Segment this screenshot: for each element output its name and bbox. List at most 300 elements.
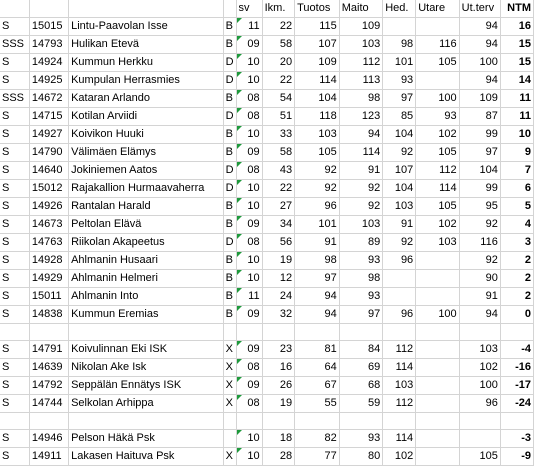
row-year-cell[interactable]: 10 [236, 430, 262, 448]
row-hed-cell[interactable]: 102 [383, 448, 416, 466]
row-hed-cell[interactable]: 101 [383, 54, 416, 72]
row-utare-cell[interactable] [416, 324, 459, 341]
row-maito-cell[interactable]: 69 [339, 359, 382, 377]
row-hed-cell[interactable]: 92 [383, 144, 416, 162]
row-type-cell[interactable]: X [223, 359, 236, 377]
row-type-cell[interactable] [223, 324, 236, 341]
row-hed-cell[interactable]: 112 [383, 395, 416, 413]
row-utterv-cell[interactable]: 105 [459, 448, 500, 466]
row-tuotos-cell[interactable]: 96 [295, 198, 340, 216]
row-status-cell[interactable]: S [0, 270, 29, 288]
row-utterv-cell[interactable]: 91 [459, 288, 500, 306]
row-utterv-cell[interactable]: 103 [459, 341, 500, 359]
row-utterv-cell[interactable]: 87 [459, 108, 500, 126]
row-hed-cell[interactable] [383, 413, 416, 430]
row-ikm-cell[interactable]: 19 [262, 252, 295, 270]
row-ntm-cell[interactable]: -16 [500, 359, 533, 377]
row-tuotos-cell[interactable]: 94 [295, 288, 340, 306]
row-maito-cell[interactable]: 93 [339, 430, 382, 448]
row-ikm-cell[interactable]: 58 [262, 144, 295, 162]
row-utterv-cell[interactable]: 100 [459, 54, 500, 72]
row-ikm-cell[interactable]: 16 [262, 359, 295, 377]
row-year-cell[interactable]: 10 [236, 54, 262, 72]
header-utterv-cell[interactable]: Ut.terv [459, 0, 500, 18]
header-tuotos-cell[interactable]: Tuotos [295, 0, 340, 18]
row-utare-cell[interactable] [416, 377, 459, 395]
row-year-cell[interactable]: 10 [236, 198, 262, 216]
row-tuotos-cell[interactable]: 55 [295, 395, 340, 413]
row-utterv-cell[interactable]: 94 [459, 36, 500, 54]
row-utare-cell[interactable]: 105 [416, 54, 459, 72]
row-type-cell[interactable]: B [223, 144, 236, 162]
row-tuotos-cell[interactable]: 103 [295, 126, 340, 144]
row-maito-cell[interactable]: 84 [339, 341, 382, 359]
row-ntm-cell[interactable]: 2 [500, 252, 533, 270]
row-tuotos-cell[interactable]: 104 [295, 90, 340, 108]
row-maito-cell[interactable]: 93 [339, 288, 382, 306]
row-status-cell[interactable]: S [0, 395, 29, 413]
row-ikm-cell[interactable]: 32 [262, 306, 295, 324]
row-type-cell[interactable]: B [223, 216, 236, 234]
row-type-cell[interactable]: B [223, 18, 236, 36]
row-status-cell[interactable]: S [0, 72, 29, 90]
row-id-cell[interactable]: 14673 [29, 216, 68, 234]
row-tuotos-cell[interactable]: 115 [295, 18, 340, 36]
row-maito-cell[interactable]: 93 [339, 252, 382, 270]
row-hed-cell[interactable]: 114 [383, 359, 416, 377]
row-maito-cell[interactable]: 113 [339, 72, 382, 90]
row-status-cell[interactable]: S [0, 180, 29, 198]
row-utare-cell[interactable]: 116 [416, 36, 459, 54]
row-maito-cell[interactable]: 103 [339, 36, 382, 54]
row-id-cell[interactable]: 14763 [29, 234, 68, 252]
row-hed-cell[interactable]: 98 [383, 36, 416, 54]
row-tuotos-cell[interactable]: 98 [295, 252, 340, 270]
row-ntm-cell[interactable]: 10 [500, 126, 533, 144]
row-maito-cell[interactable]: 123 [339, 108, 382, 126]
row-utterv-cell[interactable]: 99 [459, 126, 500, 144]
row-year-cell[interactable]: 11 [236, 288, 262, 306]
row-ikm-cell[interactable]: 43 [262, 162, 295, 180]
row-name-cell[interactable]: Rantalan Harald [69, 198, 223, 216]
row-maito-cell[interactable]: 92 [339, 198, 382, 216]
row-ntm-cell[interactable]: 4 [500, 216, 533, 234]
row-maito-cell[interactable]: 80 [339, 448, 382, 466]
row-utterv-cell[interactable]: 94 [459, 72, 500, 90]
row-ntm-cell[interactable]: 11 [500, 90, 533, 108]
row-ntm-cell[interactable]: 16 [500, 18, 533, 36]
header-utare-cell[interactable]: Utare [416, 0, 459, 18]
row-type-cell[interactable]: B [223, 252, 236, 270]
row-hed-cell[interactable]: 96 [383, 252, 416, 270]
row-hed-cell[interactable] [383, 18, 416, 36]
row-ikm-cell[interactable] [262, 413, 295, 430]
row-id-cell[interactable]: 14926 [29, 198, 68, 216]
row-maito-cell[interactable]: 98 [339, 270, 382, 288]
row-hed-cell[interactable]: 97 [383, 90, 416, 108]
row-id-cell[interactable]: 14639 [29, 359, 68, 377]
row-id-cell[interactable]: 14838 [29, 306, 68, 324]
row-utare-cell[interactable]: 93 [416, 108, 459, 126]
row-ntm-cell[interactable]: 0 [500, 306, 533, 324]
row-name-cell[interactable]: Kumpulan Herrasmies [69, 72, 223, 90]
row-ikm-cell[interactable]: 19 [262, 395, 295, 413]
row-name-cell[interactable]: Koivikon Huuki [69, 126, 223, 144]
row-maito-cell[interactable]: 98 [339, 90, 382, 108]
row-tuotos-cell[interactable]: 91 [295, 234, 340, 252]
row-id-cell[interactable]: 14790 [29, 144, 68, 162]
row-year-cell[interactable]: 08 [236, 234, 262, 252]
row-status-cell[interactable]: S [0, 18, 29, 36]
header-id-cell[interactable] [29, 0, 68, 18]
row-ikm-cell[interactable]: 33 [262, 126, 295, 144]
row-year-cell[interactable]: 10 [236, 270, 262, 288]
row-maito-cell[interactable]: 112 [339, 54, 382, 72]
row-type-cell[interactable]: D [223, 54, 236, 72]
row-utare-cell[interactable] [416, 252, 459, 270]
row-id-cell[interactable]: 14793 [29, 36, 68, 54]
row-utterv-cell[interactable]: 116 [459, 234, 500, 252]
row-ikm-cell[interactable]: 54 [262, 90, 295, 108]
row-utterv-cell[interactable]: 109 [459, 90, 500, 108]
row-hed-cell[interactable]: 107 [383, 162, 416, 180]
row-year-cell[interactable]: 09 [236, 341, 262, 359]
row-id-cell[interactable]: 14925 [29, 72, 68, 90]
row-status-cell[interactable]: S [0, 234, 29, 252]
row-name-cell[interactable]: Koivulinnan Eki ISK [69, 341, 223, 359]
row-name-cell[interactable]: Välimäen Elämys [69, 144, 223, 162]
row-year-cell[interactable]: 09 [236, 306, 262, 324]
row-type-cell[interactable] [223, 413, 236, 430]
row-utare-cell[interactable]: 105 [416, 198, 459, 216]
row-utare-cell[interactable] [416, 270, 459, 288]
row-status-cell[interactable]: S [0, 144, 29, 162]
row-utterv-cell[interactable]: 92 [459, 252, 500, 270]
row-name-cell[interactable]: Kataran Arlando [69, 90, 223, 108]
row-utare-cell[interactable]: 114 [416, 180, 459, 198]
row-ntm-cell[interactable]: 14 [500, 72, 533, 90]
row-type-cell[interactable]: D [223, 108, 236, 126]
row-id-cell[interactable]: 14927 [29, 126, 68, 144]
row-type-cell[interactable]: B [223, 306, 236, 324]
row-tuotos-cell[interactable]: 92 [295, 180, 340, 198]
row-maito-cell[interactable]: 94 [339, 126, 382, 144]
row-year-cell[interactable]: 11 [236, 18, 262, 36]
row-year-cell[interactable]: 08 [236, 395, 262, 413]
row-ntm-cell[interactable]: -4 [500, 341, 533, 359]
row-maito-cell[interactable]: 114 [339, 144, 382, 162]
row-hed-cell[interactable] [383, 324, 416, 341]
row-year-cell[interactable]: 10 [236, 126, 262, 144]
header-year-cell[interactable]: sv [236, 0, 262, 18]
row-utterv-cell[interactable] [459, 430, 500, 448]
row-utare-cell[interactable]: 100 [416, 90, 459, 108]
row-ntm-cell[interactable]: 15 [500, 54, 533, 72]
header-status-cell[interactable] [0, 0, 29, 18]
row-id-cell[interactable]: 14946 [29, 430, 68, 448]
row-tuotos-cell[interactable]: 92 [295, 162, 340, 180]
row-tuotos-cell[interactable]: 81 [295, 341, 340, 359]
row-id-cell[interactable]: 14672 [29, 90, 68, 108]
row-utare-cell[interactable] [416, 430, 459, 448]
header-name-cell[interactable] [69, 0, 223, 18]
row-status-cell[interactable]: S [0, 54, 29, 72]
row-type-cell[interactable]: X [223, 448, 236, 466]
row-status-cell[interactable]: S [0, 377, 29, 395]
row-status-cell[interactable]: S [0, 448, 29, 466]
row-ikm-cell[interactable] [262, 324, 295, 341]
row-utare-cell[interactable] [416, 359, 459, 377]
row-ikm-cell[interactable]: 28 [262, 448, 295, 466]
row-utare-cell[interactable] [416, 448, 459, 466]
row-utare-cell[interactable] [416, 341, 459, 359]
row-id-cell[interactable]: 15012 [29, 180, 68, 198]
row-maito-cell[interactable]: 89 [339, 234, 382, 252]
row-maito-cell[interactable] [339, 324, 382, 341]
row-name-cell[interactable]: Lakasen Haituva Psk [69, 448, 223, 466]
header-hed-cell[interactable]: Hed. [383, 0, 416, 18]
row-hed-cell[interactable]: 112 [383, 341, 416, 359]
row-type-cell[interactable]: D [223, 72, 236, 90]
row-ikm-cell[interactable]: 56 [262, 234, 295, 252]
row-year-cell[interactable]: 09 [236, 216, 262, 234]
row-status-cell[interactable]: S [0, 341, 29, 359]
row-name-cell[interactable] [69, 413, 223, 430]
row-maito-cell[interactable]: 91 [339, 162, 382, 180]
row-name-cell[interactable]: Jokiniemen Aatos [69, 162, 223, 180]
header-maito-cell[interactable]: Maito [339, 0, 382, 18]
row-utare-cell[interactable] [416, 72, 459, 90]
row-year-cell[interactable]: 08 [236, 359, 262, 377]
row-ntm-cell[interactable]: -24 [500, 395, 533, 413]
row-ikm-cell[interactable]: 22 [262, 18, 295, 36]
row-ikm-cell[interactable]: 24 [262, 288, 295, 306]
row-ntm-cell[interactable]: 2 [500, 270, 533, 288]
row-tuotos-cell[interactable]: 118 [295, 108, 340, 126]
row-utare-cell[interactable]: 100 [416, 306, 459, 324]
row-status-cell[interactable] [0, 324, 29, 341]
row-ikm-cell[interactable]: 58 [262, 36, 295, 54]
row-hed-cell[interactable]: 104 [383, 126, 416, 144]
row-ntm-cell[interactable]: 7 [500, 162, 533, 180]
row-hed-cell[interactable]: 104 [383, 180, 416, 198]
row-maito-cell[interactable]: 109 [339, 18, 382, 36]
row-name-cell[interactable]: Kotilan Arviidi [69, 108, 223, 126]
row-maito-cell[interactable]: 59 [339, 395, 382, 413]
row-type-cell[interactable]: B [223, 126, 236, 144]
row-utterv-cell[interactable] [459, 413, 500, 430]
row-utare-cell[interactable]: 105 [416, 144, 459, 162]
row-tuotos-cell[interactable]: 109 [295, 54, 340, 72]
row-ikm-cell[interactable]: 27 [262, 198, 295, 216]
row-year-cell[interactable]: 08 [236, 108, 262, 126]
row-ikm-cell[interactable]: 20 [262, 54, 295, 72]
row-type-cell[interactable]: D [223, 180, 236, 198]
row-utterv-cell[interactable]: 90 [459, 270, 500, 288]
row-ikm-cell[interactable]: 22 [262, 180, 295, 198]
row-name-cell[interactable]: Peltolan Elävä [69, 216, 223, 234]
row-status-cell[interactable] [0, 413, 29, 430]
row-year-cell[interactable]: 10 [236, 448, 262, 466]
row-status-cell[interactable]: S [0, 430, 29, 448]
row-status-cell[interactable]: S [0, 198, 29, 216]
row-tuotos-cell[interactable] [295, 413, 340, 430]
row-tuotos-cell[interactable]: 101 [295, 216, 340, 234]
row-ikm-cell[interactable]: 18 [262, 430, 295, 448]
row-ntm-cell[interactable] [500, 324, 533, 341]
row-id-cell[interactable] [29, 413, 68, 430]
row-type-cell[interactable]: X [223, 341, 236, 359]
row-ikm-cell[interactable]: 12 [262, 270, 295, 288]
row-name-cell[interactable]: Hulikan Etevä [69, 36, 223, 54]
row-name-cell[interactable]: Ahlmanin Husaari [69, 252, 223, 270]
row-ntm-cell[interactable]: 3 [500, 234, 533, 252]
row-ikm-cell[interactable]: 51 [262, 108, 295, 126]
row-tuotos-cell[interactable]: 107 [295, 36, 340, 54]
row-id-cell[interactable]: 14924 [29, 54, 68, 72]
row-utare-cell[interactable]: 103 [416, 234, 459, 252]
row-ntm-cell[interactable]: 9 [500, 144, 533, 162]
row-type-cell[interactable]: B [223, 90, 236, 108]
row-status-cell[interactable]: S [0, 216, 29, 234]
row-maito-cell[interactable]: 103 [339, 216, 382, 234]
row-type-cell[interactable]: D [223, 234, 236, 252]
row-maito-cell[interactable] [339, 413, 382, 430]
row-utare-cell[interactable]: 102 [416, 126, 459, 144]
row-hed-cell[interactable]: 114 [383, 430, 416, 448]
row-hed-cell[interactable]: 103 [383, 377, 416, 395]
row-year-cell[interactable]: 10 [236, 180, 262, 198]
header-ikm-cell[interactable]: Ikm. [262, 0, 295, 18]
row-year-cell[interactable]: 09 [236, 36, 262, 54]
row-ntm-cell[interactable]: -17 [500, 377, 533, 395]
row-name-cell[interactable]: Kummun Herkku [69, 54, 223, 72]
row-utare-cell[interactable] [416, 395, 459, 413]
row-ntm-cell[interactable]: 5 [500, 198, 533, 216]
row-name-cell[interactable]: Seppälän Ennätys ISK [69, 377, 223, 395]
row-type-cell[interactable]: D [223, 162, 236, 180]
row-type-cell[interactable]: B [223, 288, 236, 306]
row-utare-cell[interactable]: 112 [416, 162, 459, 180]
row-hed-cell[interactable]: 96 [383, 306, 416, 324]
row-utterv-cell[interactable]: 94 [459, 18, 500, 36]
row-name-cell[interactable]: Ahlmanin Into [69, 288, 223, 306]
row-id-cell[interactable] [29, 324, 68, 341]
row-hed-cell[interactable]: 85 [383, 108, 416, 126]
row-name-cell[interactable]: Selkolan Arhippa [69, 395, 223, 413]
row-utare-cell[interactable] [416, 18, 459, 36]
row-utterv-cell[interactable] [459, 324, 500, 341]
row-status-cell[interactable]: SSS [0, 36, 29, 54]
row-ikm-cell[interactable]: 23 [262, 341, 295, 359]
row-utterv-cell[interactable]: 95 [459, 198, 500, 216]
row-name-cell[interactable]: Nikolan Ake Isk [69, 359, 223, 377]
row-type-cell[interactable]: B [223, 198, 236, 216]
row-utterv-cell[interactable]: 104 [459, 162, 500, 180]
row-id-cell[interactable]: 14640 [29, 162, 68, 180]
row-utterv-cell[interactable]: 94 [459, 306, 500, 324]
row-id-cell[interactable]: 14715 [29, 108, 68, 126]
header-ntm-cell[interactable]: NTM [500, 0, 533, 18]
row-name-cell[interactable]: Rajakallion Hurmaavaherra [69, 180, 223, 198]
row-utterv-cell[interactable]: 102 [459, 359, 500, 377]
row-id-cell[interactable]: 15011 [29, 288, 68, 306]
row-year-cell[interactable] [236, 324, 262, 341]
row-ntm-cell[interactable]: 11 [500, 108, 533, 126]
row-status-cell[interactable]: S [0, 359, 29, 377]
row-id-cell[interactable]: 15015 [29, 18, 68, 36]
row-tuotos-cell[interactable]: 64 [295, 359, 340, 377]
row-ikm-cell[interactable]: 26 [262, 377, 295, 395]
row-hed-cell[interactable]: 103 [383, 198, 416, 216]
row-ntm-cell[interactable]: 2 [500, 288, 533, 306]
row-name-cell[interactable] [69, 324, 223, 341]
row-hed-cell[interactable]: 91 [383, 216, 416, 234]
row-maito-cell[interactable]: 92 [339, 180, 382, 198]
row-type-cell[interactable]: X [223, 395, 236, 413]
row-hed-cell[interactable] [383, 270, 416, 288]
row-type-cell[interactable]: B [223, 36, 236, 54]
row-name-cell[interactable]: Lintu-Paavolan Isse [69, 18, 223, 36]
row-id-cell[interactable]: 14928 [29, 252, 68, 270]
header-type-cell[interactable] [223, 0, 236, 18]
row-tuotos-cell[interactable]: 94 [295, 306, 340, 324]
row-year-cell[interactable]: 10 [236, 252, 262, 270]
row-year-cell[interactable] [236, 413, 262, 430]
row-id-cell[interactable]: 14791 [29, 341, 68, 359]
row-ikm-cell[interactable]: 34 [262, 216, 295, 234]
row-type-cell[interactable]: B [223, 270, 236, 288]
row-name-cell[interactable]: Ahlmanin Helmeri [69, 270, 223, 288]
row-year-cell[interactable]: 08 [236, 90, 262, 108]
row-status-cell[interactable]: S [0, 108, 29, 126]
row-id-cell[interactable]: 14911 [29, 448, 68, 466]
row-name-cell[interactable]: Pelson Häkä Psk [69, 430, 223, 448]
row-year-cell[interactable]: 09 [236, 377, 262, 395]
row-utterv-cell[interactable]: 96 [459, 395, 500, 413]
row-utterv-cell[interactable]: 100 [459, 377, 500, 395]
row-hed-cell[interactable]: 93 [383, 72, 416, 90]
row-ikm-cell[interactable]: 22 [262, 72, 295, 90]
row-year-cell[interactable]: 09 [236, 144, 262, 162]
row-utare-cell[interactable] [416, 288, 459, 306]
row-utterv-cell[interactable]: 92 [459, 216, 500, 234]
row-year-cell[interactable]: 08 [236, 162, 262, 180]
row-id-cell[interactable]: 14792 [29, 377, 68, 395]
row-tuotos-cell[interactable]: 105 [295, 144, 340, 162]
row-id-cell[interactable]: 14929 [29, 270, 68, 288]
row-hed-cell[interactable]: 92 [383, 234, 416, 252]
row-ntm-cell[interactable]: -9 [500, 448, 533, 466]
row-status-cell[interactable]: SSS [0, 90, 29, 108]
row-name-cell[interactable]: Riikolan Akapeetus [69, 234, 223, 252]
row-status-cell[interactable]: S [0, 252, 29, 270]
row-maito-cell[interactable]: 68 [339, 377, 382, 395]
row-status-cell[interactable]: S [0, 288, 29, 306]
row-ntm-cell[interactable]: -3 [500, 430, 533, 448]
row-name-cell[interactable]: Kummun Eremias [69, 306, 223, 324]
row-year-cell[interactable]: 10 [236, 72, 262, 90]
row-utare-cell[interactable]: 102 [416, 216, 459, 234]
row-status-cell[interactable]: S [0, 126, 29, 144]
row-tuotos-cell[interactable]: 82 [295, 430, 340, 448]
row-hed-cell[interactable] [383, 288, 416, 306]
row-id-cell[interactable]: 14744 [29, 395, 68, 413]
row-status-cell[interactable]: S [0, 162, 29, 180]
row-utterv-cell[interactable]: 99 [459, 180, 500, 198]
row-type-cell[interactable] [223, 430, 236, 448]
row-tuotos-cell[interactable]: 77 [295, 448, 340, 466]
